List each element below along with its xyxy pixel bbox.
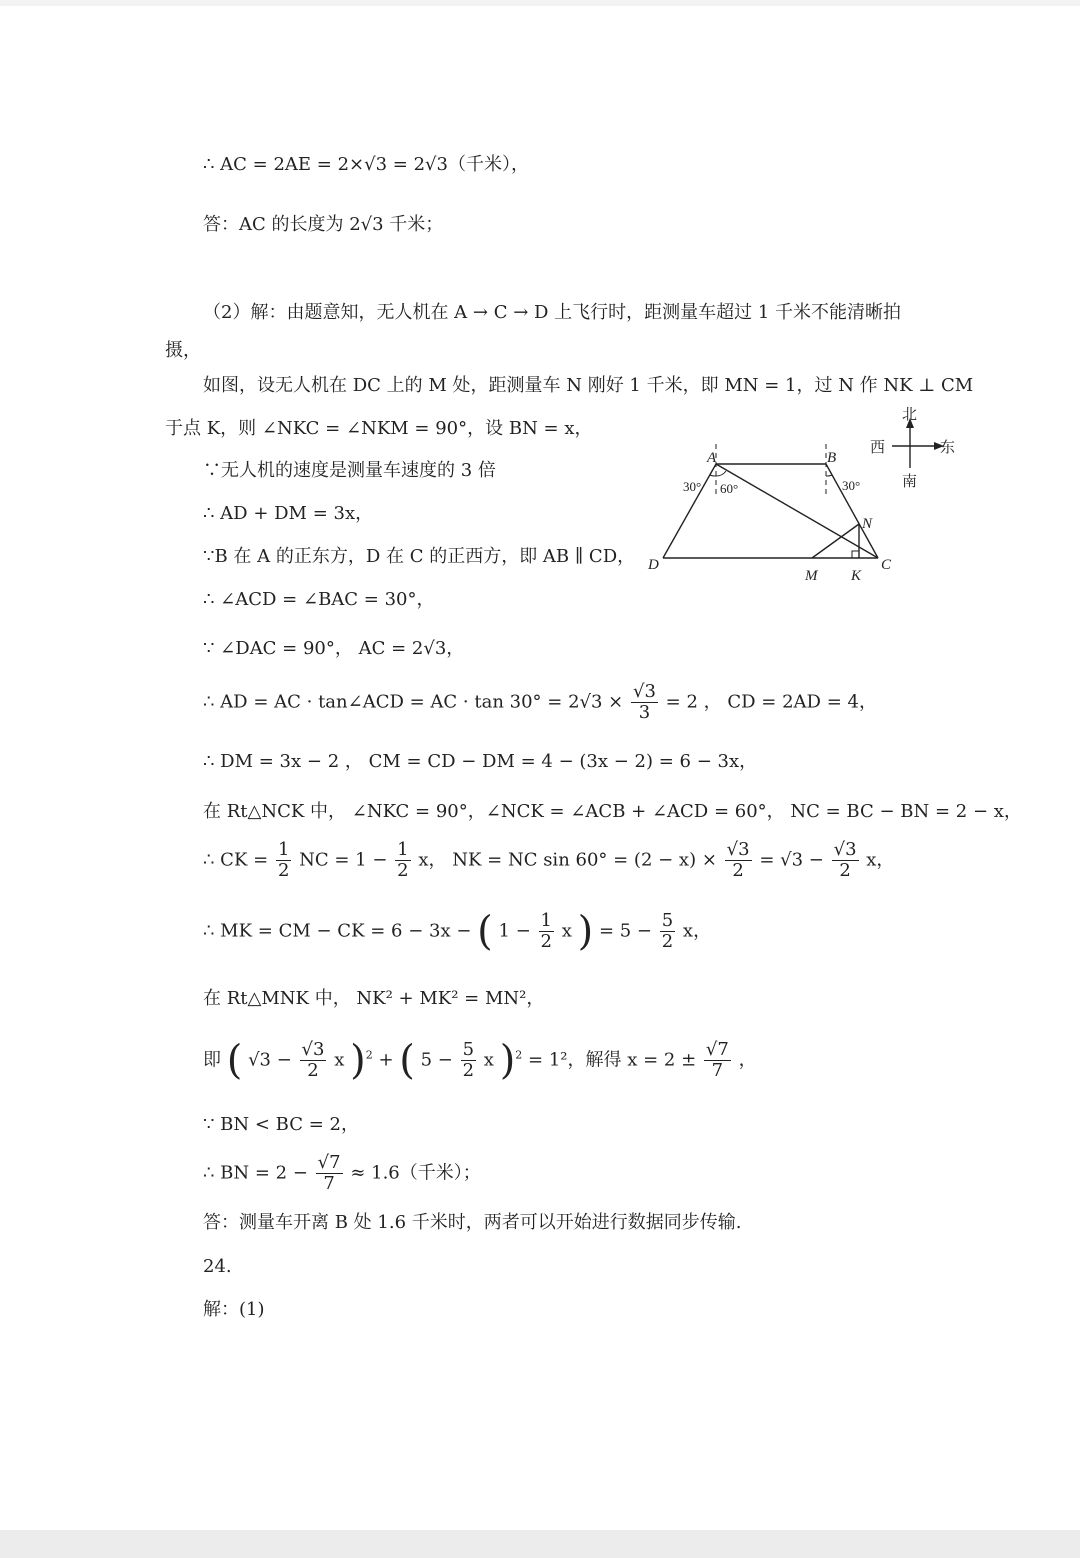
label-k: K [851, 568, 862, 584]
label-a: A [707, 450, 717, 466]
line-dm-cm: ∴ DM = 3x − 2 ， CM = CD − DM = 4 − (3x − 2) = 6 − 3x， [203, 751, 758, 772]
line-setup-cont: 于点 K，则 ∠NKC = ∠NKM = 90°，设 BN = x， [165, 418, 593, 439]
fraction-half: $\frac{1}{2}$ [540, 910, 552, 952]
fraction-sqrt3-half: $\frac{√3}{2}$ [833, 839, 857, 881]
label-d: D [648, 557, 659, 573]
line-answer-1: 答：AC 的长度为 2√3 千米； [203, 214, 444, 235]
angle-arc-30-right [826, 475, 832, 476]
label-angle-30-left: 30° [683, 479, 702, 494]
line-triangle-nck: 在 Rt△NCK 中， ∠NKC = 90°，∠NCK = ∠ACB + ∠ACD = 60°， NC = BC − BN = 2 − x， [203, 801, 1022, 822]
line-answer-2: 答：测量车开离 B 处 1.6 千米时，两者可以开始进行数据同步传输. [203, 1212, 742, 1233]
line-bn-lt-bc: ∵ BN < BC = 2， [203, 1114, 359, 1135]
fraction-half: $\frac{1}{2}$ [397, 839, 409, 881]
line-ac-value: ∴ AC = 2AE = 2×√3 = 2√3（千米）， [203, 154, 529, 175]
line-bn-result: ∴ BN = 2 − $\frac{√7}{7}$ ≈ 1.6（千米）； [203, 1152, 481, 1194]
line-angle-acd: ∴ ∠ACD = ∠BAC = 30°， [203, 589, 435, 610]
right-angle-mark [852, 551, 859, 558]
label-b: B [827, 450, 837, 466]
label-angle-30-right: 30° [842, 478, 861, 493]
label-m: M [805, 568, 818, 584]
fraction-half: $\frac{1}{2}$ [277, 839, 290, 881]
compass-south-label: 南 [902, 474, 918, 490]
label-n: N [862, 516, 873, 532]
fraction-sqrt7-over-7: $\frac{√7}{7}$ [705, 1039, 729, 1081]
line-parallel: ∵B 在 A 的正东方，D 在 C 的正西方，即 AB ∥ CD， [203, 546, 636, 567]
label-angle-60: 60° [720, 481, 739, 496]
line-ck-nk: ∴ CK = $\frac{1}{2}$ NC = 1 − $\frac{1}{2}$ x， NK = NC sin 60° = (2 − x) × $\frac{√3}{2}$ = √3 − $\frac{√3}{2}$ x， [203, 839, 895, 881]
line-solution-24: 解：(1) [203, 1299, 265, 1320]
compass-north-label: 北 [902, 407, 918, 423]
angle-arc-30-left [710, 475, 716, 476]
line-part2-intro: （2）解：由题意知，无人机在 A → C → D 上飞行时，距测量车超过 1 千米不能清晰拍 [203, 302, 902, 323]
line-ad-calc [203, 682, 877, 723]
fraction-five-half: $\frac{5}{2}$ [462, 1039, 475, 1081]
document-page [0, 6, 1080, 1530]
ad-calc-suffix: = 2 ， CD = 2AD = 4， [665, 691, 877, 713]
fraction-sqrt7-over-7: $\frac{√7}{7}$ [317, 1152, 341, 1194]
line-setup: 如图，设无人机在 DC 上的 M 处，距测量车 N 刚好 1 千米，即 MN = 1，过 N 作 NK ⊥ CM [203, 375, 974, 396]
fraction-sqrt3-over-3: $\frac{√3}{3}$ [633, 681, 656, 723]
compass-west-label: 西 [870, 440, 886, 456]
line-speed: ∵无人机的速度是测量车速度的 3 倍 [203, 460, 496, 481]
line-ad-dm: ∴ AD + DM = 3x， [203, 503, 374, 524]
geometry-figure [640, 396, 970, 596]
line-angle-dac: ∵ ∠DAC = 90°， AC = 2√3， [203, 638, 465, 659]
ad-calc-prefix: ∴ AD = AC · tan∠ACD = AC · tan 30° = 2√3 × [203, 691, 624, 713]
compass-east-label: 东 [940, 440, 956, 456]
angle-arc-60 [716, 471, 726, 476]
line-part2-intro-cont: 摄， [165, 340, 201, 361]
fraction-sqrt3-half: $\frac{√3}{2}$ [301, 1039, 325, 1081]
label-c: C [881, 557, 892, 573]
fraction-sqrt3-half: $\frac{√3}{2}$ [726, 839, 750, 881]
line-triangle-mnk: 在 Rt△MNK 中， NK² + MK² = MN²， [203, 988, 545, 1009]
fraction-five-half: $\frac{5}{2}$ [661, 910, 674, 952]
line-mk: ∴ MK = CM − CK = 6 − 3x − ( 1 − $\frac{1}{2}$ x ) = 5 − $\frac{5}{2}$ x， [203, 908, 712, 955]
line-question-24: 24. [203, 1256, 232, 1277]
bottom-scroll-strip [0, 1530, 1080, 1558]
line-equation: 即 ( √3 − $\frac{√3}{2}$ x )$^2$ + ( 5 − $\frac{5}{2}$ x )$^2$ = 1²，解得 x = 2 ± $\frac{√7}{7}$ ， [203, 1037, 757, 1084]
